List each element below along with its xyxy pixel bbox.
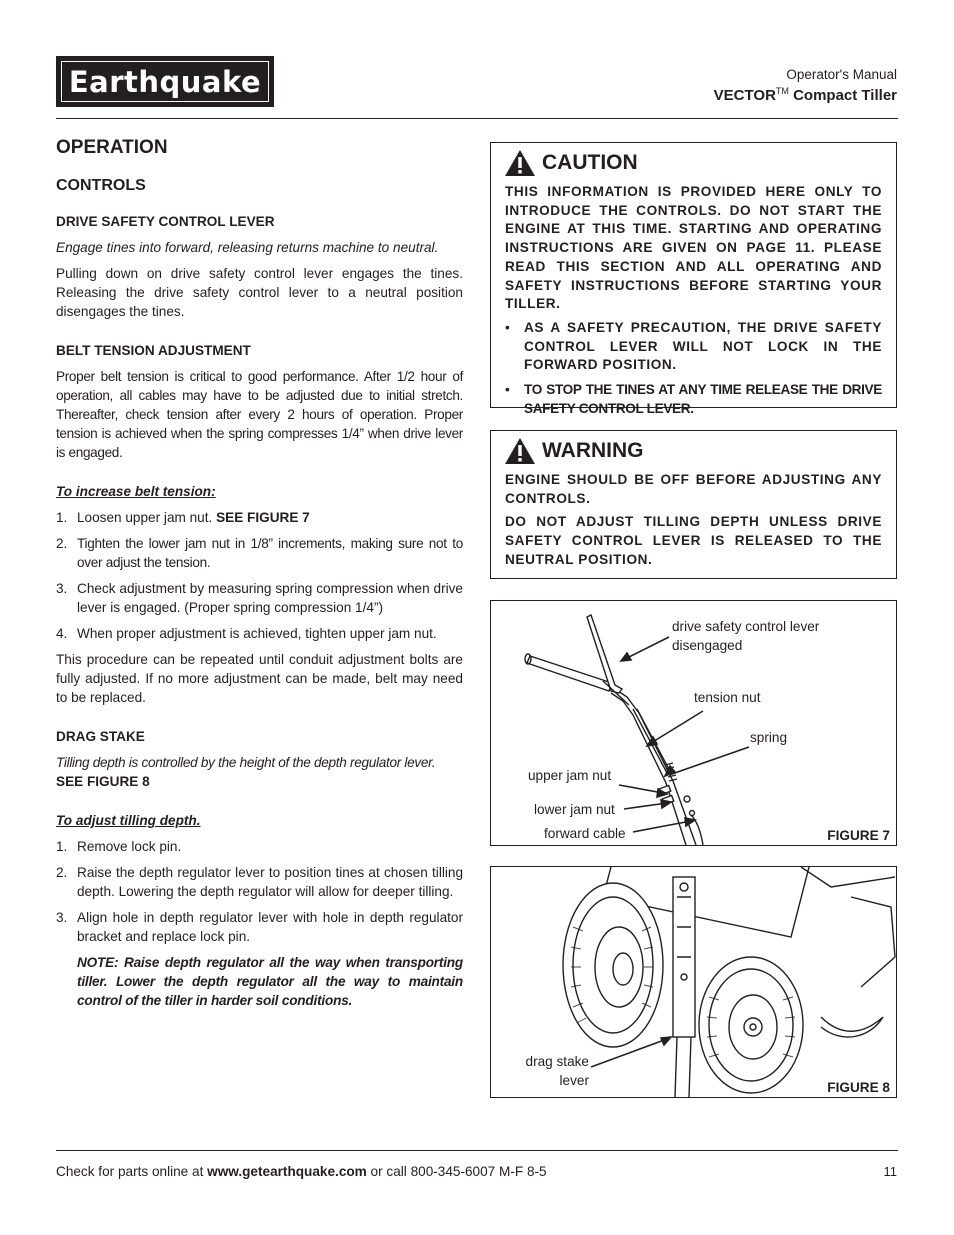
warning-body [491, 467, 896, 570]
caution-body [491, 179, 896, 418]
callout-drive-lever: drive safety control lever disengaged [672, 619, 820, 653]
drive-lever-heading: DRIVE SAFETY CONTROL LEVER [56, 214, 275, 229]
warning-box [490, 430, 897, 579]
page-number: 11 [883, 1164, 897, 1179]
figure-8 [490, 866, 897, 1098]
belt-tension-body: Proper belt tension is critical to good performance. After 1/2 hour of operation, all cables may have to be adjusted due to initial stretch. Thereafter, check tension after every 2 hours of operation. Proper tension is achieved when the spring compresses 1/4” when drive lever is engaged. [56, 369, 463, 460]
caution-paragraph: THIS INFORMATION IS PROVIDED HERE ONLY TO INTRODUCE THE CONTROLS. DO NOT START THE ENGINE AT THIS TIME. STARTING AND OPERATING INSTRUCTIONS ARE GIVEN ON PAGE 11. PLEASE READ THIS SECTION AND ALL OPERATING AND SAFETY INSTRUCTIONS BEFORE STARTING YOUR TILLER. [505, 184, 882, 312]
earthquake-logo [56, 56, 274, 107]
see-figure-8: SEE FIGURE 8 [56, 774, 150, 789]
subsection-title: CONTROLS [56, 177, 146, 194]
caution-title-row [491, 147, 896, 179]
callout-forward-cable: forward cable [544, 826, 626, 841]
callout-upper-jam-nut: upper jam nut [528, 768, 612, 783]
adjust-depth-subhead: To adjust tilling depth. [56, 813, 201, 828]
product-title [714, 86, 897, 104]
callout-lower-jam-nut: lower jam nut [534, 802, 615, 817]
list-item: 4. When proper adjustment is achieved, tighten upper jam nut. [56, 626, 437, 641]
header-rule [56, 118, 898, 119]
product-name: VECTOR [713, 87, 776, 104]
callout-tension-nut: tension nut [694, 690, 761, 705]
list-item: 1. Loosen upper jam nut. SEE FIGURE 7 [56, 510, 310, 525]
increase-tension-subhead: To increase belt tension: [56, 484, 216, 499]
logo-text: Earthquake [61, 61, 269, 102]
caution-title: CAUTION [542, 151, 638, 174]
drag-stake-summary: Tilling depth is controlled by the height of the depth regulator lever. [56, 755, 436, 770]
manual-subtitle: Operator's Manual [786, 67, 897, 82]
list-item: 3. Check adjustment by measuring spring compression when drive lever is engaged. (Proper spring compression 1/4”) [56, 581, 463, 615]
warning-title-row [491, 435, 896, 467]
drive-lever-body: Pulling down on drive safety control lever engages the tines. Releasing the drive safety control lever to a neutral position disengages the tines. [56, 266, 463, 319]
list-item: 1. Remove lock pin. [56, 839, 182, 854]
figure-7-label: FIGURE 7 [827, 828, 890, 843]
website-link[interactable]: www.getearthquake.com [207, 1164, 367, 1179]
figure-8-label: FIGURE 8 [827, 1080, 890, 1095]
drive-lever-summary: Engage tines into forward, releasing returns machine to neutral. [56, 240, 439, 255]
callout-drag-stake-lever: drag stake lever [525, 1054, 589, 1088]
footer-rule [56, 1150, 898, 1151]
belt-tension-after: This procedure can be repeated until conduit adjustment bolts are fully adjusted. If no more adjustment can be made, belt may need to be replaced. [56, 652, 463, 705]
warning-triangle-icon [504, 437, 536, 465]
left-column [56, 136, 463, 1010]
warning-title: WARNING [542, 439, 644, 462]
figure-7 [490, 600, 897, 846]
warning-line: ENGINE SHOULD BE OFF BEFORE ADJUSTING ANY CONTROLS. [505, 472, 882, 506]
trademark: TM [775, 86, 789, 96]
header-right [714, 67, 897, 104]
drag-stake-heading: DRAG STAKE [56, 729, 145, 744]
list-item: 2. Raise the depth regulator lever to position tines at chosen tilling depth. Lowering the depth regulator will allow for deeper tilling. [56, 865, 463, 899]
warning-triangle-icon [504, 149, 536, 177]
caution-bullet: • TO STOP THE TINES AT ANY TIME RELEASE THE DRIVE SAFETY CONTROL LEVER. [505, 382, 882, 416]
belt-tension-heading: BELT TENSION ADJUSTMENT [56, 343, 251, 358]
section-title: OPERATION [56, 137, 168, 158]
list-item: 2. Tighten the lower jam nut in 1/8” increments, making sure not to over adjust the tension. [56, 536, 463, 570]
list-item: 3. Align hole in depth regulator lever with hole in depth regulator bracket and replace lock pin. [56, 910, 463, 944]
product-suffix: Compact Tiller [793, 87, 897, 104]
footer-text: Check for parts online at www.getearthquake.com or call 800-345-6007 M-F 8-5 [56, 1164, 547, 1179]
transport-note: NOTE: Raise depth regulator all the way when transporting tiller. Lower the depth regulator all the way to maintain control of the tiller in harder soil conditions. [77, 955, 463, 1008]
drag-steps [56, 837, 463, 946]
callout-spring: spring [750, 730, 788, 745]
belt-steps [56, 508, 463, 643]
caution-bullet: • AS A SAFETY PRECAUTION, THE DRIVE SAFETY CONTROL LEVER WILL NOT LOCK IN THE FORWARD POSITION. [505, 319, 882, 373]
warning-line: DO NOT ADJUST TILLING DEPTH UNLESS DRIVE SAFETY CONTROL LEVER IS RELEASED TO THE NEUTRAL POSITION. [505, 514, 882, 567]
caution-box [490, 142, 897, 416]
